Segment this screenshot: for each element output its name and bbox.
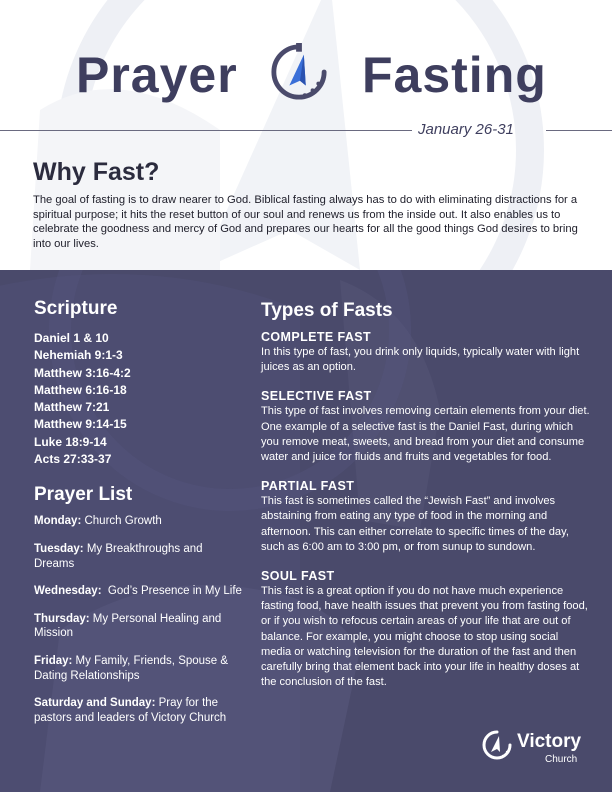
fast-type-partial <box>261 479 591 555</box>
scripture-ref: Luke 18:9-14 <box>34 434 107 449</box>
scripture-heading: Scripture <box>34 298 118 319</box>
prayer-item <box>34 542 244 571</box>
page-title <box>0 40 612 120</box>
prayer-topic: God’s Presence in My Life <box>101 585 242 598</box>
logo-name: Victory <box>517 731 582 752</box>
prayer-list-heading: Prayer List <box>34 484 133 506</box>
fast-type-description: This fast is a great option if you do not have much experience fasting food, have health issues that prevent you from fasting food, or if you wish to refocus certain areas of your life that are out of balance. For example, you might choose to stop using social media or watching television for the duration of the fast and then carefully bring that element back into your life in healthy doses at the conclusion of the fast. <box>261 585 588 689</box>
fast-type-name: SELECTIVE FAST <box>261 389 372 404</box>
fast-type-selective <box>261 389 591 465</box>
prayer-day: Saturday and Sunday: <box>34 697 156 710</box>
scripture-ref: Matthew 6:16-18 <box>34 382 127 397</box>
victory-arrow-icon <box>482 730 512 760</box>
prayer-day: Wednesday: <box>34 585 102 598</box>
title-word-prayer: Prayer <box>76 47 238 103</box>
scripture-ref: Matthew 7:21 <box>34 400 110 415</box>
prayer-item <box>34 696 244 725</box>
victory-church-logo <box>482 728 592 768</box>
fast-type-description: In this type of fast, you drink only liquids, typically water with light juices as an option. <box>261 346 580 374</box>
prayer-item <box>34 654 244 683</box>
why-fast-heading: Why Fast? <box>33 158 160 186</box>
prayer-list <box>34 514 244 725</box>
scripture-ref: Matthew 3:16-4:2 <box>34 365 131 380</box>
event-date: January 26-31 <box>418 121 514 138</box>
scripture-list <box>34 330 244 468</box>
prayer-topic: Church Growth <box>81 515 162 528</box>
fast-type-name: COMPLETE FAST <box>261 330 372 344</box>
scripture-ref: Daniel 1 & 10 <box>34 331 109 345</box>
types-of-fasts-heading: Types of Fasts <box>261 300 393 321</box>
fast-type-name: PARTIAL FAST <box>261 479 355 494</box>
title-word-fasting: Fasting <box>362 47 547 103</box>
prayer-topic: Pray for the pastors and leaders of Victory Church <box>34 697 227 724</box>
left-column <box>34 298 244 738</box>
prayer-day: Monday: <box>34 515 82 528</box>
scripture-ref: Acts 27:33-37 <box>34 452 112 467</box>
fast-type-soul <box>261 569 591 690</box>
fast-type-description: This type of fast involves removing certain elements from your diet. One example of a selective fast is the Daniel Fast, during which you remove meat, sweets, and bread from your diet and consume water and juice for fluids and fruits and vegetables for food. <box>261 405 590 464</box>
prayer-item <box>34 584 244 599</box>
prayer-day: Thursday: <box>34 612 90 625</box>
prayer-topic: My Breakthroughs and Dreams <box>34 542 203 570</box>
prayer-topic: My Personal Healing and Mission <box>34 612 222 640</box>
prayer-topic: My Family, Friends, Spouse & Dating Relationships <box>34 654 229 682</box>
compass-arrow-icon <box>270 43 328 101</box>
scripture-ref: Matthew 9:14-15 <box>34 417 127 432</box>
fast-type-name: SOUL FAST <box>261 569 335 584</box>
fast-type-description: This fast is sometimes called the “Jewish Fast” and involves abstaining from eating any type of food in the morning and afternoon. This can either correlate to specific times of the day, such as 6:00 am to 3:00 pm, or from sunup to sundown. <box>261 495 569 553</box>
why-fast-body: The goal of fasting is to draw nearer to God. Biblical fasting always has to do with eliminating distractions for a spiritual purpose; it hits the reset button of our soul and renews us from the inside out. It also enables us to celebrate the goodness and mercy of God and prepares our hearts for all the good things God desires to bring into our lives. <box>33 194 578 250</box>
divider-left <box>0 130 412 131</box>
divider-right <box>546 130 612 131</box>
logo-subtitle: Church <box>545 754 578 765</box>
prayer-item <box>34 612 244 641</box>
prayer-day: Friday: <box>34 654 73 667</box>
prayer-day: Tuesday: <box>34 542 84 555</box>
top-section <box>0 0 612 270</box>
date-line <box>0 121 612 139</box>
right-column <box>261 300 591 704</box>
scripture-ref: Nehemiah 9:1-3 <box>34 348 123 363</box>
prayer-item <box>34 514 244 529</box>
fast-type-complete <box>261 330 591 375</box>
